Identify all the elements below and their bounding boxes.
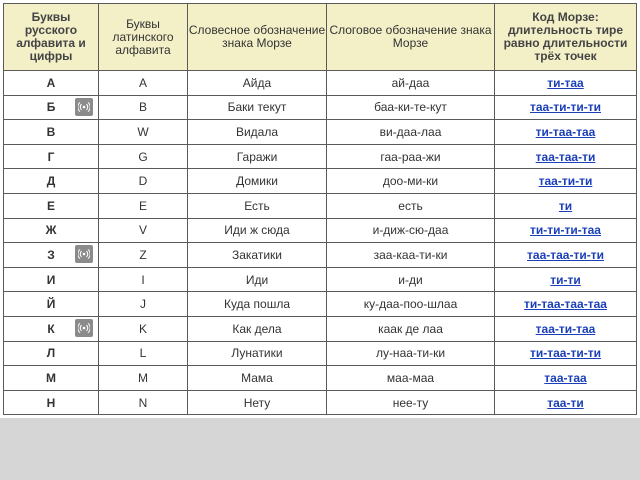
russian-letter: Л	[46, 346, 56, 361]
russian-letter: М	[46, 370, 56, 385]
morse-code-cell	[495, 267, 637, 292]
syllable-notation-cell: ви-даа-лаа	[327, 120, 495, 145]
russian-letter-cell	[4, 144, 99, 169]
syllable-notation-cell: маа-маа	[327, 366, 495, 391]
morse-code-cell	[495, 243, 637, 268]
russian-letter-cell	[4, 71, 99, 96]
syllable-notation-cell: ку-даа-поо-шлаа	[327, 292, 495, 317]
table-row	[4, 169, 637, 194]
russian-letter: Ж	[45, 223, 57, 238]
morse-code-cell	[495, 120, 637, 145]
header-latin-letters: Буквы латинского алфавита	[99, 4, 188, 71]
word-notation-cell: Закатики	[188, 243, 327, 268]
latin-letter-cell: W	[99, 120, 188, 145]
word-notation-cell: Айда	[188, 71, 327, 96]
syllable-notation-cell: ай-даа	[327, 71, 495, 96]
audio-play-icon[interactable]	[75, 245, 93, 263]
word-notation-cell: Домики	[188, 169, 327, 194]
table-row	[4, 71, 637, 96]
morse-code-link[interactable]: ти-ти	[550, 272, 581, 287]
syllable-notation-cell: лу-наа-ти-ки	[327, 341, 495, 366]
table-row	[4, 341, 637, 366]
audio-play-icon[interactable]	[75, 319, 93, 337]
word-notation-cell: Мама	[188, 366, 327, 391]
russian-letter-cell	[4, 292, 99, 317]
syllable-notation-cell: нее-ту	[327, 390, 495, 415]
syllable-notation-cell: баа-ки-те-кут	[327, 95, 495, 120]
table-row	[4, 193, 637, 218]
latin-letter-cell: L	[99, 341, 188, 366]
morse-code-cell	[495, 292, 637, 317]
word-notation-cell: Видала	[188, 120, 327, 145]
table-row	[4, 144, 637, 169]
word-notation-cell: Как дела	[188, 316, 327, 341]
header-morse-code: Код Морзе: длительность тире равно длительности трёх точек	[495, 4, 637, 71]
morse-code-cell	[495, 144, 637, 169]
russian-letter-cell	[4, 120, 99, 145]
morse-code-link[interactable]: таа-ти-таа	[535, 321, 596, 336]
latin-letter-cell: A	[99, 71, 188, 96]
word-notation-cell: Лунатики	[188, 341, 327, 366]
morse-code-cell	[495, 95, 637, 120]
morse-code-cell	[495, 341, 637, 366]
morse-code-link[interactable]: ти-таа-ти-ти	[530, 346, 601, 361]
morse-code-link[interactable]: таа-таа	[544, 370, 587, 385]
word-notation-cell: Иди	[188, 267, 327, 292]
table-row	[4, 292, 637, 317]
syllable-notation-cell: заа-каа-ти-ки	[327, 243, 495, 268]
table-row	[4, 267, 637, 292]
syllable-notation-cell: и-диж-сю-даа	[327, 218, 495, 243]
russian-letter: Д	[46, 174, 56, 189]
morse-code-cell	[495, 169, 637, 194]
word-notation-cell: Гаражи	[188, 144, 327, 169]
syllable-notation-cell: есть	[327, 193, 495, 218]
russian-letter-cell	[4, 169, 99, 194]
morse-code-cell	[495, 316, 637, 341]
morse-code-link[interactable]: таа-ти-ти-ти	[530, 100, 601, 115]
latin-letter-cell: V	[99, 218, 188, 243]
word-notation-cell: Куда пошла	[188, 292, 327, 317]
header-row	[4, 4, 637, 71]
header-russian-letters: Буквы русского алфавита и цифры	[4, 4, 99, 71]
latin-letter-cell: N	[99, 390, 188, 415]
russian-letter: В	[46, 124, 56, 139]
morse-code-link[interactable]: таа-ти	[547, 395, 584, 410]
morse-code-link[interactable]: ти-таа-таа-таа	[524, 297, 607, 312]
russian-letter-cell	[4, 316, 99, 341]
latin-letter-cell: I	[99, 267, 188, 292]
latin-letter-cell: J	[99, 292, 188, 317]
russian-letter-cell	[4, 366, 99, 391]
syllable-notation-cell: каак де лаа	[327, 316, 495, 341]
header-word-notation: Словесное обозначение знака Морзе	[188, 4, 327, 71]
russian-letter-cell	[4, 95, 99, 120]
syllable-notation-cell: доо-ми-ки	[327, 169, 495, 194]
morse-code-link[interactable]: ти-таа	[547, 75, 584, 90]
morse-code-cell	[495, 193, 637, 218]
syllable-notation-cell: и-ди	[327, 267, 495, 292]
table-row	[4, 218, 637, 243]
russian-letter: Г	[47, 149, 55, 164]
word-notation-cell: Нету	[188, 390, 327, 415]
russian-letter: Е	[46, 198, 55, 213]
latin-letter-cell: D	[99, 169, 188, 194]
word-notation-cell: Иди ж сюда	[188, 218, 327, 243]
russian-letter: З	[47, 247, 55, 262]
table-row	[4, 390, 637, 415]
latin-letter-cell: K	[99, 316, 188, 341]
morse-code-link[interactable]: таа-таа-ти-ти	[527, 247, 604, 262]
morse-code-cell	[495, 390, 637, 415]
table-row	[4, 366, 637, 391]
table-row	[4, 243, 637, 268]
russian-letter-cell	[4, 218, 99, 243]
latin-letter-cell: G	[99, 144, 188, 169]
header-syllable-notation: Слоговое обозначение знака Морзе	[327, 4, 495, 71]
table-row	[4, 95, 637, 120]
russian-letter: Н	[46, 395, 56, 410]
russian-letter: Й	[46, 297, 56, 312]
table-row	[4, 316, 637, 341]
russian-letter: Б	[46, 100, 56, 115]
morse-code-link[interactable]: таа-таа-ти	[535, 149, 596, 164]
morse-code-cell	[495, 366, 637, 391]
russian-letter-cell	[4, 243, 99, 268]
russian-letter-cell	[4, 341, 99, 366]
morse-code-table	[3, 3, 637, 415]
russian-letter-cell	[4, 267, 99, 292]
table-row	[4, 120, 637, 145]
audio-play-icon[interactable]	[75, 98, 93, 116]
russian-letter-cell	[4, 193, 99, 218]
morse-code-cell	[495, 218, 637, 243]
bottom-background-band	[0, 418, 640, 480]
russian-letter: К	[47, 321, 55, 336]
russian-letter: И	[46, 272, 56, 287]
morse-code-link[interactable]: ти	[558, 198, 573, 213]
latin-letter-cell: E	[99, 193, 188, 218]
latin-letter-cell: B	[99, 95, 188, 120]
morse-code-cell	[495, 71, 637, 96]
morse-code-link[interactable]: таа-ти-ти	[538, 174, 593, 189]
russian-letter-cell	[4, 390, 99, 415]
latin-letter-cell: M	[99, 366, 188, 391]
morse-code-link[interactable]: ти-ти-ти-таа	[530, 223, 601, 238]
morse-code-link[interactable]: ти-таа-таа	[535, 124, 596, 139]
word-notation-cell: Есть	[188, 193, 327, 218]
latin-letter-cell: Z	[99, 243, 188, 268]
word-notation-cell: Баки текут	[188, 95, 327, 120]
russian-letter: А	[46, 75, 56, 90]
syllable-notation-cell: гаа-раа-жи	[327, 144, 495, 169]
